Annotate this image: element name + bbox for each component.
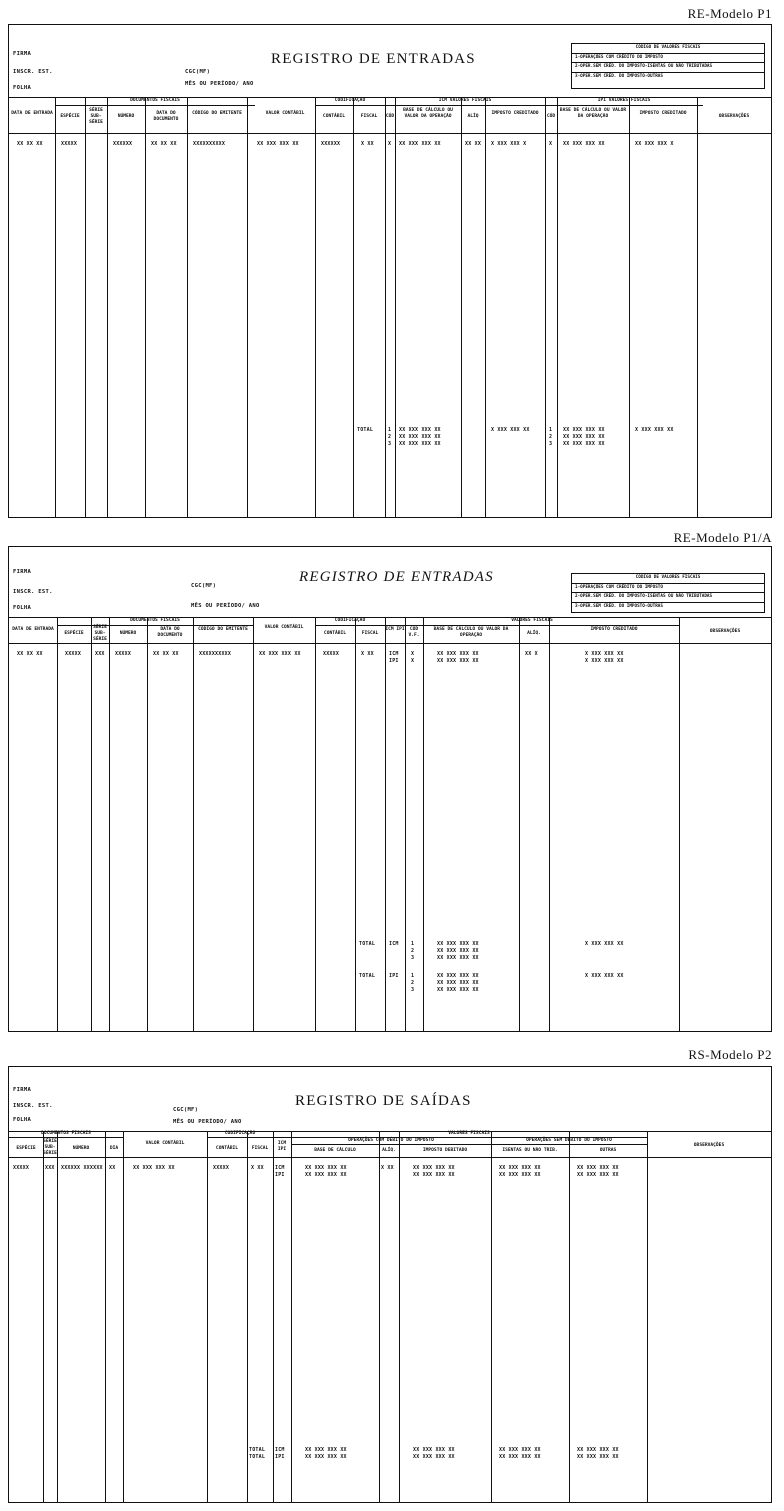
- insc-est-label: INSCR. EST.: [13, 589, 53, 595]
- col-header: NÚMERO: [117, 114, 135, 119]
- column-header-divider: [9, 133, 771, 134]
- column-header-divider: [9, 643, 771, 644]
- col-line: [423, 617, 424, 1031]
- col-header: ESPÉCIE: [16, 1146, 36, 1151]
- row-cell: XX XXX XXX XX: [563, 141, 605, 147]
- entries-grid: [9, 617, 771, 1031]
- col-header: ALÍQ: [467, 114, 479, 119]
- model-label-p2: RS-Modelo P2: [688, 1047, 772, 1062]
- col-header: IMPOSTO CREDITADO: [590, 627, 638, 632]
- col-line: [355, 617, 356, 1031]
- col-line: [569, 1131, 570, 1502]
- col-header: CONTÁBIL: [322, 114, 346, 119]
- row-cell: XX XXX XXX XX: [257, 141, 299, 147]
- col-line: [147, 617, 148, 1031]
- row-cell: XX XX XX: [151, 141, 177, 147]
- col-line: [43, 1131, 44, 1502]
- firma-label: FIRMA: [13, 51, 32, 57]
- col-header: OBSERVAÇÕES: [693, 1143, 725, 1148]
- col-line: [353, 97, 354, 517]
- total-base: XX XXX XXX XX XX XXX XXX XX XX XXX XXX XX: [399, 427, 441, 447]
- col-line: [253, 617, 254, 1031]
- row-cell: XXXXXX XXXXXX: [61, 1165, 103, 1171]
- total-imposto: X XXX XXX XX: [585, 941, 624, 947]
- col-line: [395, 97, 396, 517]
- row-cell: ICM IPI: [389, 651, 399, 664]
- row-cell: XX XXX XXX XX: [259, 651, 301, 657]
- col-line: [485, 97, 486, 517]
- row-cell: XX XXX XXX XX XX XXX XXX XX: [499, 1165, 541, 1178]
- row-cell: XXXXX: [323, 651, 340, 657]
- cgc-label: CGC(MF): [185, 69, 211, 75]
- group-docs-header: DOCUMENTOS FISCAIS: [130, 98, 180, 103]
- row-cell: XX XXX XXX X: [635, 141, 674, 147]
- group-vals-header: VALORES FISCAIS: [448, 1131, 490, 1136]
- row-cell: ICM IPI: [275, 1165, 285, 1178]
- mes-periodo-label: MÊS OU PERÍODO/ ANO: [173, 1119, 242, 1125]
- row-cell: XXXXXXXXXX: [193, 141, 226, 147]
- col-header: DIA: [109, 1146, 119, 1151]
- col-line: [109, 617, 110, 1031]
- codigo-item: 1-OPERAÇÕES COM CRÉDITO DO IMPOSTO: [572, 54, 764, 64]
- total-imposto: X XXX XXX XX: [491, 427, 530, 433]
- col-header: IMPOSTO CREDITADO: [491, 111, 539, 116]
- row-cell: XXXXX: [13, 1165, 30, 1171]
- col-header: OUTRAS: [599, 1148, 617, 1153]
- col-header: BASE DE CÁLCULO OU VALOR DA OPERAÇÃO: [433, 627, 509, 638]
- col-header: CÓD V.F.: [408, 627, 420, 638]
- total-tax: IPI: [389, 973, 399, 979]
- form-title: REGISTRO DE ENTRADAS: [271, 51, 476, 67]
- row-cell: X XX: [251, 1165, 264, 1171]
- col-line: [545, 97, 546, 517]
- total-ipi-codes: 1 2 3: [549, 427, 553, 447]
- folha-label: FOLHA: [13, 85, 32, 91]
- group-com-header: OPERAÇÕES COM DÉBITO DO IMPOSTO: [348, 1138, 434, 1143]
- firma-label: FIRMA: [13, 1087, 32, 1093]
- row-cell: XXXXX: [65, 651, 82, 657]
- col-header: SÉRIE SUB-SÉRIE: [43, 1139, 57, 1156]
- mes-periodo-label: MÊS OU PERÍODO/ ANO: [185, 81, 254, 87]
- col-header: CÓDIGO DO EMITENTE: [192, 111, 242, 116]
- total-tax: ICM: [389, 941, 399, 947]
- col-line: [491, 1131, 492, 1502]
- codigo-valores-box: [571, 573, 765, 613]
- group-cod-header: CODIFICAÇÃO: [224, 1131, 256, 1136]
- col-line: [385, 617, 386, 1031]
- form-registro-saidas-p2: [8, 1066, 772, 1503]
- form-registro-entradas-p1a: [8, 546, 772, 1032]
- col-header: DATA DE ENTRADA: [11, 111, 53, 116]
- row-cell: XX XXX XXX XX: [399, 141, 441, 147]
- total-codes: 1 2 3: [411, 941, 415, 961]
- group-cod-header: CODIFICAÇÃO: [334, 618, 366, 623]
- col-line: [647, 1131, 648, 1502]
- total-label: TOTAL: [359, 973, 376, 979]
- row-cell: XXX: [95, 651, 105, 657]
- row-cell: XXXXXX: [113, 141, 133, 147]
- col-header: ICM IPI: [385, 627, 405, 632]
- col-line: [193, 617, 194, 1031]
- model-label-p1a: RE-Modelo P1/A: [673, 530, 772, 545]
- col-line: [557, 97, 558, 517]
- col-line: [405, 617, 406, 1031]
- codigo-item: 2-OPER.SEM CRÉD. DO IMPOSTO-ISENTAS OU NÃO TRIBUTADAS: [572, 593, 764, 603]
- model-label-p1: RE-Modelo P1: [687, 6, 772, 21]
- col-header: ISENTAS OU NÃO TRIB.: [502, 1148, 558, 1153]
- total-imposto: X XXX XXX XX: [585, 973, 624, 979]
- row-cell: XX XXX XXX XX XX XXX XXX XX: [437, 651, 479, 664]
- col-header: VALOR CONTÁBIL: [264, 625, 304, 630]
- col-line: [273, 1131, 274, 1502]
- total-tax: ICM IPI: [275, 1447, 285, 1460]
- insc-est-label: INSCR. EST.: [13, 1103, 53, 1109]
- col-line: [207, 1131, 208, 1502]
- codigo-item: 3-OPER.SEM CRÉD. DO IMPOSTO-OUTRAS: [575, 603, 663, 609]
- col-header: DATA DO DOCUMENTO: [153, 111, 179, 122]
- row-cell: XX: [109, 1165, 116, 1171]
- row-cell: XX XX XX: [17, 141, 43, 147]
- total-label: TOTAL: [359, 941, 376, 947]
- col-line: [399, 1131, 400, 1502]
- col-line: [549, 617, 550, 1031]
- cgc-label: CGC(MF): [173, 1107, 199, 1113]
- col-line: [187, 97, 188, 517]
- col-line: [85, 97, 86, 517]
- col-header: CONTÁBIL: [215, 1146, 239, 1151]
- col-line: [91, 617, 92, 1031]
- col-line: [697, 97, 698, 517]
- col-header: ALÍQ.: [382, 1148, 396, 1153]
- total-label: TOTAL TOTAL: [249, 1447, 266, 1460]
- total-outras: XX XXX XXX XX XX XXX XXX XX: [577, 1447, 619, 1460]
- col-header: CÓD: [385, 114, 395, 119]
- firma-label: FIRMA: [13, 569, 32, 575]
- form-title: REGISTRO DE ENTRADAS: [299, 569, 494, 585]
- col-header: OBSERVAÇÕES: [718, 114, 750, 119]
- col-line: [519, 617, 520, 1031]
- insc-est-label: INSCR. EST.: [13, 69, 53, 75]
- row-cell: X XX: [381, 1165, 394, 1171]
- col-header: SÉRIE SUB-SÉRIE: [89, 108, 103, 125]
- col-header: CONTÁBIL: [323, 631, 347, 636]
- col-header: IMPOSTO DEBITADO: [422, 1148, 468, 1153]
- mes-periodo-label: MÊS OU PERÍODO/ ANO: [191, 603, 260, 609]
- row-cell: XX XXX XXX XX XX XXX XXX XX: [413, 1165, 455, 1178]
- total-base: XX XXX XXX XX XX XXX XXX XX: [305, 1447, 347, 1460]
- col-header: SÉRIE SUB-SÉRIE: [93, 625, 107, 642]
- entries-grid: [9, 97, 771, 517]
- row-cell: XX XXX XXX XX: [133, 1165, 175, 1171]
- row-cell: X: [549, 141, 553, 147]
- codigo-valores-box: [571, 43, 765, 89]
- group-icm-header: ICM VALORES FISCAIS: [438, 98, 492, 103]
- exits-grid: [9, 1131, 771, 1502]
- row-cell: XX XXX XXX XX XX XXX XXX XX: [577, 1165, 619, 1178]
- col-line: [123, 1131, 124, 1502]
- row-cell: XXX: [45, 1165, 55, 1171]
- row-cell: XXXXX: [61, 141, 78, 147]
- col-line: [679, 617, 680, 1031]
- col-header: NÚMERO: [72, 1146, 90, 1151]
- col-header: VALOR CONTÁBIL: [265, 111, 305, 116]
- total-ipi-imposto: X XXX XXX XX: [635, 427, 674, 433]
- col-header: FISCAL: [360, 114, 378, 119]
- col-header: ESPÉCIE: [64, 631, 84, 636]
- col-header: ESPÉCIE: [60, 114, 80, 119]
- group-divider: [315, 105, 703, 106]
- row-cell: XX XXX XXX XX XX XXX XXX XX: [305, 1165, 347, 1178]
- total-label: TOTAL: [357, 427, 374, 433]
- col-header: IMPOSTO CREDITADO: [639, 111, 687, 116]
- folha-label: FOLHA: [13, 605, 32, 611]
- col-header: FISCAL: [361, 631, 379, 636]
- row-cell: XX XX XX: [17, 651, 43, 657]
- col-header: DATA DE ENTRADA: [12, 627, 54, 632]
- col-line: [107, 97, 108, 517]
- total-imposto: XX XXX XXX XX XX XXX XXX XX: [413, 1447, 455, 1460]
- col-header: ICM IPI: [277, 1141, 287, 1152]
- group-divider: [57, 625, 253, 626]
- total-ipi-base: XX XXX XXX XX XX XXX XXX XX XX XXX XXX XX: [563, 427, 605, 447]
- col-line: [315, 617, 316, 1031]
- row-cell: XX XX: [465, 141, 482, 147]
- col-line: [57, 1131, 58, 1502]
- row-cell: X XX: [361, 651, 374, 657]
- codigo-item: 1-OPERAÇÕES COM CRÉDITO DO IMPOSTO: [572, 584, 764, 594]
- group-sem-header: OPERAÇÕES SEM DÉBITO DO IMPOSTO: [526, 1138, 612, 1143]
- total-codes: 1 2 3: [411, 973, 415, 993]
- row-cell: XX XX XX: [153, 651, 179, 657]
- col-header: DATA DO DOCUMENTO: [157, 627, 183, 638]
- col-line: [629, 97, 630, 517]
- col-line: [105, 1131, 106, 1502]
- row-cell: XXXXX: [115, 651, 132, 657]
- codigo-item: 3-OPER.SEM CRÉD. DO IMPOSTO-OUTRAS: [575, 73, 663, 79]
- col-line: [379, 1131, 380, 1502]
- row-cell: X X: [411, 651, 415, 664]
- cgc-label: CGC(MF): [191, 583, 217, 589]
- row-cell: X: [388, 141, 392, 147]
- group-ipi-header: IPI VALORES FISCAIS: [597, 98, 651, 103]
- group-docs-header: DOCUMENTOS FISCAIS: [41, 1131, 91, 1136]
- col-header: FISCAL: [251, 1146, 269, 1151]
- row-cell: XXXXXX: [321, 141, 341, 147]
- row-cell: X XXX XXX X: [491, 141, 527, 147]
- row-cell: XXXXX: [213, 1165, 230, 1171]
- col-header: BASE DE CÁLCULO OU VALOR DA OPERAÇÃO: [403, 108, 453, 119]
- total-codes: 1 2 3: [388, 427, 392, 447]
- col-line: [247, 97, 248, 517]
- row-cell: X XX: [361, 141, 374, 147]
- row-cell: XXXXXXXXXX: [199, 651, 232, 657]
- col-line: [55, 97, 56, 517]
- col-line: [315, 97, 316, 517]
- col-line: [57, 617, 58, 1031]
- col-header: CÓD: [546, 114, 556, 119]
- col-header: BASE DE CÁLCULO: [314, 1148, 356, 1153]
- row-cell: XX X: [525, 651, 538, 657]
- col-line: [461, 97, 462, 517]
- group-docs-header: DOCUMENTOS FISCAIS: [130, 618, 180, 623]
- col-header: ALÍQ.: [527, 631, 541, 636]
- codigo-valores-title: CÓDIGO DE VALORES FISCAIS: [572, 44, 764, 54]
- group-cod-header: CODIFICAÇÃO: [334, 98, 366, 103]
- col-header: NÚMERO: [119, 631, 137, 636]
- group-divider: [291, 1144, 647, 1145]
- col-line: [145, 97, 146, 517]
- col-header: VALOR CONTÁBIL: [145, 1141, 185, 1146]
- group-vals-header: VALORES FISCAIS: [511, 618, 553, 623]
- folha-label: FOLHA: [13, 1117, 32, 1123]
- codigo-valores-title: CÓDIGO DE VALORES FISCAIS: [572, 574, 764, 584]
- group-divider: [315, 625, 679, 626]
- total-isentas: XX XXX XXX XX XX XXX XXX XX: [499, 1447, 541, 1460]
- col-line: [385, 97, 386, 517]
- col-line: [291, 1131, 292, 1502]
- row-cell: X XXX XXX XX X XXX XXX XX: [585, 651, 624, 664]
- total-base: XX XXX XXX XX XX XXX XXX XX XX XXX XXX XX: [437, 941, 479, 961]
- codigo-item: 2-OPER.SEM CRÉD. DO IMPOSTO-ISENTAS OU NÃO TRIBUTADAS: [572, 63, 764, 73]
- col-header: OBSERVAÇÕES: [709, 629, 741, 634]
- total-base: XX XXX XXX XX XX XXX XXX XX XX XXX XXX XX: [437, 973, 479, 993]
- col-line: [247, 1131, 248, 1502]
- col-header: CÓDIGO DO EMITENTE: [198, 627, 248, 632]
- form-registro-entradas-p1: [8, 24, 772, 518]
- col-header: BASE DE CÁLCULO OU VALOR DA OPERAÇÃO: [559, 108, 627, 119]
- form-title: REGISTRO DE SAÍDAS: [295, 1093, 472, 1109]
